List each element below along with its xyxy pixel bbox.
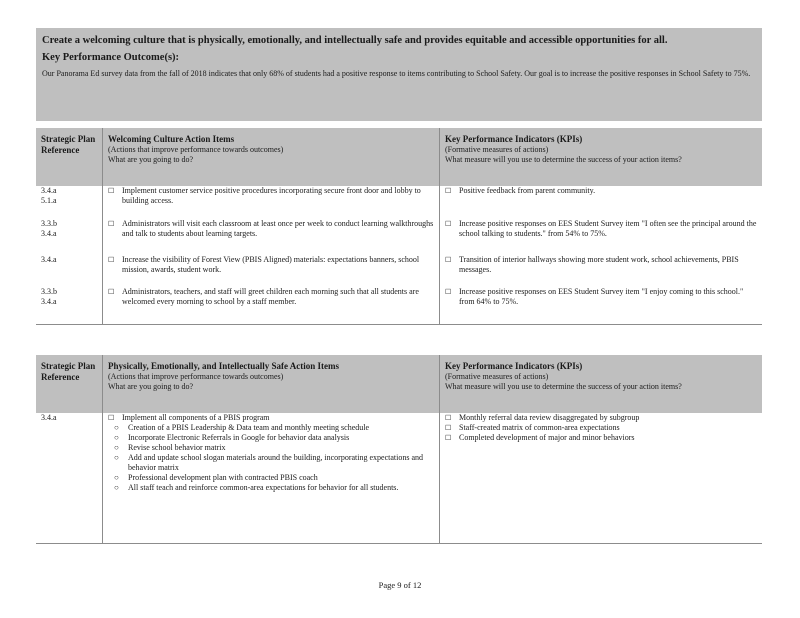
checkbox-icon: ☐ [445, 256, 452, 264]
safe-action-items-table [36, 355, 762, 544]
welcoming-culture-table [36, 128, 762, 325]
circle-bullet-icon: ○ [114, 473, 119, 482]
kpi-text: Positive feedback from parent community. [459, 186, 596, 195]
checkbox-icon: ☐ [108, 187, 115, 195]
action-cell [103, 186, 440, 219]
table-header-row [36, 128, 762, 186]
kpi-cell [440, 186, 763, 219]
kpi-text: Completed development of major and minor behaviors [459, 433, 635, 442]
action-text: Implement all components of a PBIS program [122, 413, 270, 422]
action-items-subtitle: (Actions that improve performance towards outcomes) [108, 372, 284, 381]
kpo-label: Key Performance Outcome(s): [42, 52, 180, 63]
action-text: Implement customer service positive procedures incorporating secure front door and lobby to building access. [122, 186, 421, 205]
action-items-title: Welcoming Culture Action Items [108, 134, 235, 144]
table-row [36, 287, 762, 325]
kpi-question: What measure will you use to determine the success of your action items? [445, 155, 682, 164]
action-cell [103, 219, 440, 255]
action-text: Increase the visibility of Forest View (PBIS Aligned) materials: expectations banners, school mission, awards, student work. [122, 255, 420, 274]
action-subitem: All staff teach and reinforce common-area expectations for behavior for all students. [128, 483, 399, 492]
action-items-subtitle: (Actions that improve performance towards outcomes) [108, 145, 284, 154]
page-number: Page 9 of 12 [378, 580, 422, 590]
kpi-text: Increase positive responses on EES Student Survey item "I enjoy coming to this school." from 64% to 75%. [459, 287, 744, 306]
kpi-text: Monthly referral data review disaggregated by subgroup [459, 413, 640, 422]
checkbox-icon: ☐ [445, 288, 452, 296]
plan-reference: 3.4.a [36, 413, 103, 544]
checkbox-icon: ☐ [108, 414, 115, 422]
kpi-header [440, 128, 763, 186]
list-item [114, 423, 434, 433]
kpi-title: Key Performance Indicators (KPIs) [445, 134, 583, 144]
action-subitem: Creation of a PBIS Leadership & Data team and monthly meeting schedule [128, 423, 370, 432]
kpi-cell [440, 219, 763, 255]
plan-reference: 3.3.b 3.4.a [36, 219, 103, 255]
table-row [36, 219, 762, 255]
plan-reference: 3.3.b 3.4.a [36, 287, 103, 325]
action-items-title: Physically, Emotionally, and Intellectually Safe Action Items [108, 361, 340, 371]
list-item [114, 443, 434, 453]
table-header-row [36, 355, 762, 413]
list-item [114, 433, 434, 443]
kpi-subtitle: (Formative measures of actions) [445, 372, 549, 381]
strategic-plan-header: Strategic Plan Reference [36, 355, 103, 413]
list-item [114, 473, 434, 483]
checkbox-icon: ☐ [108, 220, 115, 228]
circle-bullet-icon: ○ [114, 453, 119, 462]
table-row [36, 413, 762, 544]
action-items-question: What are you going to do? [108, 155, 194, 164]
checkbox-icon: ☐ [445, 220, 452, 228]
kpi-question: What measure will you use to determine the success of your action items? [445, 382, 682, 391]
kpi-cell [440, 255, 763, 287]
circle-bullet-icon: ○ [114, 443, 119, 452]
table-row [36, 186, 762, 219]
action-cell [103, 255, 440, 287]
kpi-subtitle: (Formative measures of actions) [445, 145, 549, 154]
action-text: Administrators, teachers, and staff will greet children each morning such that all students are welcomed every morning to school by a staff member. [122, 287, 419, 306]
checkbox-icon: ☐ [445, 414, 452, 422]
strategic-plan-header: Strategic Plan Reference [36, 128, 103, 186]
table-row [36, 255, 762, 287]
action-subitem: Revise school behavior matrix [128, 443, 226, 452]
action-items-question: What are you going to do? [108, 382, 194, 391]
kpi-cell [440, 413, 763, 544]
kpi-text: Increase positive responses on EES Student Survey item "I often see the principal around the school talking to students." from 54% to 75%. [459, 219, 757, 238]
list-item [114, 453, 434, 473]
circle-bullet-icon: ○ [114, 423, 119, 432]
kpi-text: Transition of interior hallways showing more student work, school achievements, PBIS messages. [459, 255, 739, 274]
goal-title: Create a welcoming culture that is physically, emotionally, and intellectually safe and provides equitable and accessible opportunities for all. [42, 35, 668, 46]
action-items-header [103, 128, 440, 186]
checkbox-icon: ☐ [445, 187, 452, 195]
action-subitem: Incorporate Electronic Referrals in Google for behavior data analysis [128, 433, 350, 442]
kpi-cell [440, 287, 763, 325]
action-text: Administrators will visit each classroom at least once per week to conduct learning walkthroughs and talk to students about learning targets. [122, 219, 434, 238]
checkbox-icon: ☐ [445, 424, 452, 432]
action-subitem: Add and update school slogan materials around the building, incorporating expectations and behavior matrix [128, 453, 424, 472]
kpi-header [440, 355, 763, 413]
kpi-text: Staff-created matrix of common-area expectations [459, 423, 620, 432]
goal-body: Our Panorama Ed survey data from the fall of 2018 indicates that only 68% of students had a positive response to items contributing to School Safety. Our goal is to increase the positive responses in School Safety to 75%. [42, 69, 751, 78]
action-items-header [103, 355, 440, 413]
checkbox-icon: ☐ [108, 256, 115, 264]
list-item [114, 483, 434, 493]
kpi-title: Key Performance Indicators (KPIs) [445, 361, 583, 371]
action-cell [103, 287, 440, 325]
plan-reference: 3.4.a [36, 255, 103, 287]
goal-banner [36, 28, 762, 121]
checkbox-icon: ☐ [108, 288, 115, 296]
circle-bullet-icon: ○ [114, 433, 119, 442]
action-cell [103, 413, 440, 544]
checkbox-icon: ☐ [445, 434, 452, 442]
action-subitem: Professional development plan with contracted PBIS coach [128, 473, 318, 482]
plan-reference: 3.4.a 5.1.a [36, 186, 103, 219]
circle-bullet-icon: ○ [114, 483, 119, 492]
